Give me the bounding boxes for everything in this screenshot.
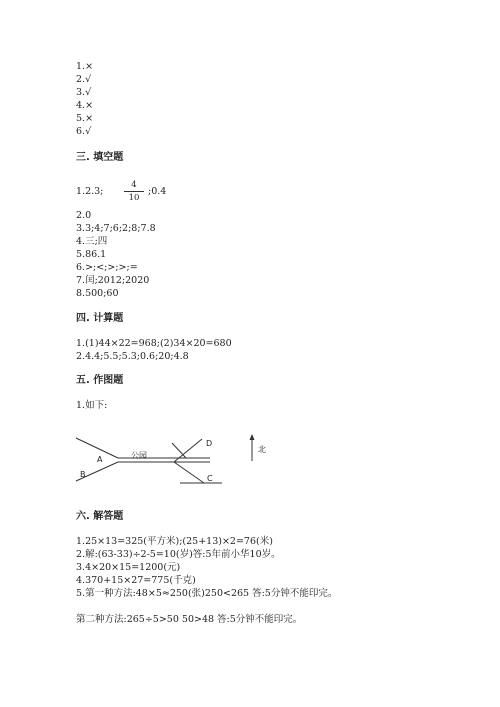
fill-answer-1-prefix: 1.2.3; (76, 186, 104, 197)
branch-left-edge (172, 443, 186, 458)
fill-answer-3: 3.3;4;7;6;2;8;7.8 (76, 223, 156, 234)
calc-answer-2: 2.4.4;5.5;5.3;0.6;20;4.8 (76, 351, 189, 362)
fraction-bar (124, 191, 144, 192)
solve-method-2: 第二种方法:265÷5>50 50>48 答:5分钟不能印完。 (76, 614, 303, 625)
branch-d (174, 439, 202, 462)
branch-c (174, 462, 204, 483)
judge-answer-2: 2.√ (76, 74, 92, 85)
fill-answer-2: 2.0 (76, 210, 92, 221)
label-c: C (207, 474, 213, 483)
fraction-denominator: 10 (128, 193, 140, 203)
solve-answer-5: 5.第一种方法:48×5≈250(张)250<265 答:5分钟不能印完。 (76, 588, 338, 599)
draw-intro: 1.如下: (76, 400, 108, 411)
draw-heading: 五. 作图题 (76, 375, 124, 386)
park-label: 公园 (131, 451, 147, 460)
north-label: 北 (258, 445, 266, 454)
fill-answer-6: 6.>;<;>;>;= (76, 262, 138, 273)
judge-answer-6: 6.√ (76, 126, 92, 137)
solve-heading: 六. 解答题 (76, 511, 124, 522)
fill-answer-5: 5.86.1 (76, 249, 107, 260)
calc-heading: 四. 计算题 (76, 313, 124, 324)
judge-answer-1: 1.× (76, 61, 94, 72)
fill-answer-7: 7.闰;2012;2020 (76, 275, 150, 286)
fill-answer-8: 8.500;60 (76, 288, 119, 299)
fill-heading: 三. 填空题 (76, 152, 124, 163)
fill-answer-1-suffix: ;0.4 (148, 186, 167, 197)
fraction-numerator: 4 (131, 180, 137, 190)
judge-answer-3: 3.√ (76, 87, 92, 98)
solve-answer-1: 1.25×13=325(平方米);(25+13)×2=76(米) (76, 536, 273, 547)
label-a: A (97, 455, 103, 464)
judge-answer-5: 5.× (76, 113, 94, 124)
solve-answer-4: 4.370+15×27=775(千克) (76, 575, 196, 586)
judge-answer-4: 4.× (76, 100, 94, 111)
map-diagram (0, 425, 300, 495)
label-d: D (206, 439, 213, 448)
calc-answer-1: 1.(1)44×22=968;(2)34×20=680 (76, 338, 232, 349)
label-b: B (80, 470, 86, 479)
north-arrow-head (250, 434, 255, 440)
fill-answer-4: 4.三;四 (76, 236, 108, 247)
solve-answer-3: 3.4×20×15=1200(元) (76, 562, 181, 573)
fill-answer-1-fraction (124, 180, 144, 203)
solve-answer-2: 2.解:(63-33)÷2-5=10(岁)答:5年前小华10岁。 (76, 549, 281, 560)
